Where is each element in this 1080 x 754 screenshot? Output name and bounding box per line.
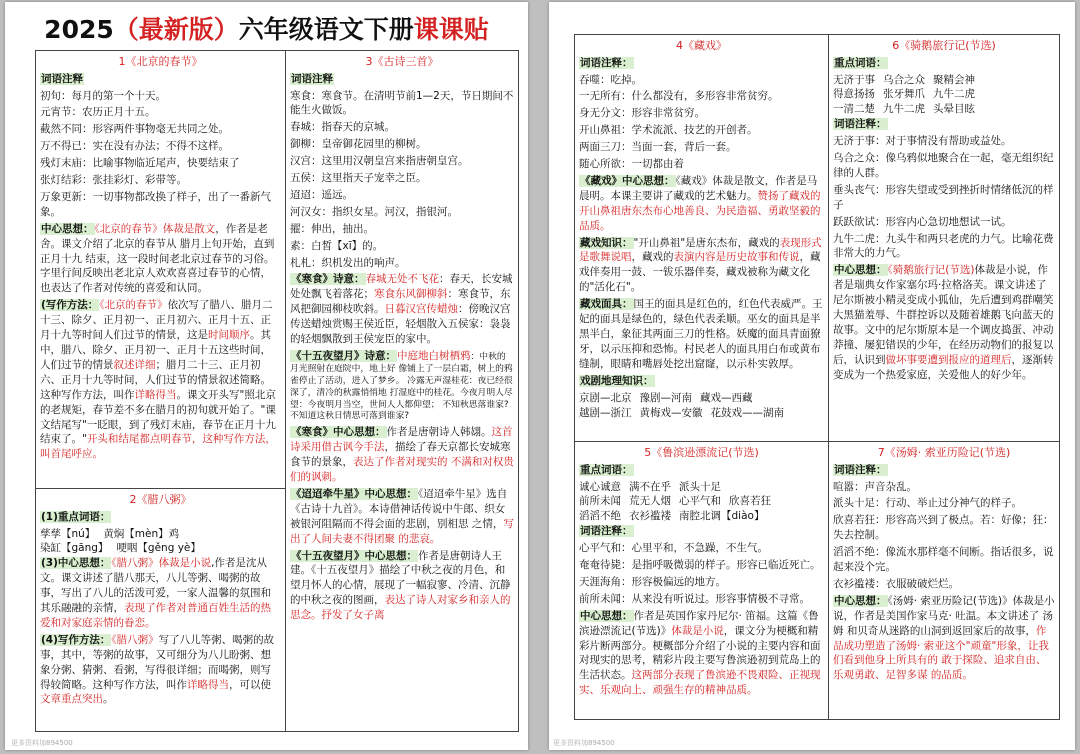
vocab-list	[40, 89, 281, 220]
geo-tag: 戏剧地理知识：	[580, 374, 654, 387]
center-text: 体裁是小说，作者是瑞典女作家塞尔玛·拉格洛芙。课文讲述了尼尔斯被小精灵变成小狐仙，先后遭到鸡群嘲笑大黑猫羞辱、牛群控诉以及随着雄鹅飞向蓝天的故事。文中的尼尔斯原本是一个调皮捣蛋、冲动莽撞、屡犯错误的少年，在经历动物们的报复以后，认识到	[833, 264, 1054, 366]
left-grid	[35, 50, 519, 732]
method-highlight: 详略得当	[187, 678, 229, 691]
center-text: ，作者是老舍。课文介绍了北京的春节从 腊月上旬开始，直到正月十九 结束，这一段时间老北京过春节的习俗。字里行间反映出老北京人欢欢喜喜过春节的心情，也表达了作者对传统的喜爱和认同。	[40, 222, 275, 295]
section-heading: 3《古诗三首》	[365, 55, 439, 68]
poem-line: 寒食东风御柳斜	[374, 288, 448, 301]
section-heading: 1《北京的春节》	[118, 55, 203, 68]
word-row	[40, 527, 281, 542]
center-tag: 中心思想：	[580, 609, 633, 622]
method-text: 。其中，腊八、除夕、正月初一、正月十五这些时间，人们过节的情景	[40, 329, 271, 371]
vocab-item: 跃跃欲试：形容内心急切地想试一试。	[833, 215, 1012, 228]
title-year: 2025	[44, 15, 114, 44]
word: 欣喜若狂	[729, 495, 771, 508]
vocab-item: 素：白皙【xī】的。	[290, 239, 384, 252]
title-middle: 六年级语文下册	[238, 15, 414, 44]
method-tag: (4)写作方法：	[41, 633, 111, 646]
vocab-item: 乌合之众：像乌鸦似地聚合在一起，毫无组织纪律的人群。	[833, 152, 1054, 179]
center-text: 《藏戏》体裁是散文，作者是马晨明。本课主要讲了藏戏的艺术魅力。	[579, 174, 818, 202]
section-tom	[829, 442, 1059, 719]
expl-tag: 词语注释：	[834, 463, 887, 476]
center-tag: 《迢迢牵牛星》中心思想：	[291, 487, 417, 500]
page-left	[5, 2, 528, 750]
word: 荒无人烟	[629, 495, 671, 508]
section-heading: 4《藏戏》	[676, 39, 727, 52]
center-tag: 中心思想：	[834, 594, 887, 607]
word: 头晕目眩	[933, 103, 975, 116]
title-tail: 课课贴	[413, 15, 489, 44]
vocab-item: 五侯：这里指天子宠幸之臣。	[290, 172, 427, 185]
mask-tag: 藏戏面具：	[580, 298, 633, 311]
vocab-item: 初旬：每月的第一个十天。	[40, 89, 166, 102]
word-row	[579, 391, 824, 406]
word: 得意扬扬	[833, 88, 875, 101]
vocab-list	[40, 527, 281, 557]
word: 南腔北调【diào】	[679, 510, 765, 523]
vocab-item: 开山鼻祖：学术流派、技艺的开创者。	[579, 124, 758, 137]
center-highlight: 表现了作者对普通百姓生活的热爱和对家庭亲情的眷恋。	[40, 602, 271, 629]
word: 藏戏—西藏	[700, 391, 753, 404]
word: 越剧—浙江	[579, 406, 632, 419]
word: 孳孳【nú】	[40, 527, 96, 540]
vocab-item: 垂头丧气：形容失望或受到挫折时情绪低沉的样子	[833, 183, 1054, 211]
knowledge-text: ，藏戏的	[631, 251, 674, 264]
method-highlight: 时间顺序	[208, 329, 250, 342]
word-row	[833, 73, 1055, 88]
center-highlight: 这两部分表现了鲁滨逊不畏艰险、正视现实、乐观向上、顽强生存的精神品质。	[579, 669, 821, 697]
vocab-item: 吞噬：吃掉。	[579, 73, 642, 86]
word: 派头十足	[679, 480, 721, 493]
watermark: 更多资料加894500	[553, 739, 615, 747]
vocab-item: 迢迢：遥远。	[290, 188, 353, 201]
vocab-item: 欣喜若狂：形容高兴到了极点。若：好像；狂：失去控制。	[833, 514, 1054, 542]
vocab-list	[290, 89, 514, 271]
vocab-tag: 重点词语：	[834, 56, 887, 69]
vocab-item: 札札：织机发出的响声。	[290, 256, 406, 269]
method-tag: (写作方法：	[41, 299, 99, 312]
method-highlight: 文章重点突出	[40, 693, 103, 706]
word-row	[833, 87, 1055, 102]
poem-meaning-tag: 《十五夜望月》诗意：	[291, 350, 396, 363]
vocab-item: 天涯海角：形容极偏远的地方。	[579, 575, 726, 588]
vocab-item: 九牛二虎：九头牛和两只老虎的力气。比喻花费非常大的力气。	[833, 232, 1054, 260]
vocab-item: 汉宫：这里用汉朝皇宫来指唐朝皇宫。	[290, 155, 469, 168]
knowledge-text: "开山鼻祖"是唐东杰布，藏戏的	[633, 236, 780, 249]
vocab-list	[579, 480, 824, 525]
vocab-item: 随心所欲：一切都由着	[579, 158, 684, 171]
section-heading: 7《汤姆· 索亚历险记(节选)	[877, 446, 1011, 459]
poem-line: 春城无处不飞花	[365, 273, 439, 286]
vocab-item: 擢：伸出，抽出。	[290, 222, 374, 235]
section-heading: 2《腊八粥》	[129, 493, 192, 506]
poem-meaning-tag: 《寒食》诗意：	[291, 273, 365, 286]
center-highlight: 体裁是小说	[671, 624, 724, 637]
watermark: 更多资料加894500	[11, 739, 73, 747]
knowledge-highlight: 表演内容是历史故事和传说	[673, 251, 800, 264]
vocab-item: 残灯末庙：比喻事物临近尾声，快要结束了	[40, 157, 240, 170]
center-tag: 中心思想：	[834, 264, 887, 277]
center-text: ，描绘了春天京都长安城寒食节的景象，	[290, 441, 511, 469]
page-right	[549, 2, 1075, 750]
center-tag: 《藏戏》中心思想：	[580, 174, 675, 187]
expl-tag: 词语注释：	[580, 525, 633, 538]
center-highlight: 写出了人间夫妻不得团聚 的悲哀。	[290, 517, 514, 545]
word-row	[579, 406, 824, 421]
word: 滔滔不绝	[579, 510, 621, 523]
center-highlight: 《北京的春节》体裁是散文	[94, 222, 216, 235]
word: 黄梅戏—安徽	[639, 406, 703, 419]
vocab-item: 元宵节：农历正月十五。	[40, 106, 156, 119]
method-text: 依次写了腊八、腊月二十三、除夕、正月初一、正月初六、正月十五、正月十九等时间人们过节的情景，这是	[40, 299, 273, 342]
center-text: 《迢迢牵牛星》选自《古诗十九首》。本诗借神话传说中牛郎、织女被银河阻隔而不得会面的悲剧，别相思 之情，	[290, 487, 508, 530]
section-zangxi	[575, 35, 828, 441]
center-text: 作者是唐朝诗人王建。《十五夜望月》描绘了中秋之夜的月色，和望月怀人的心情，展现了一幅寂寥、冷清、沉静 的中秋之夜的图画，	[290, 549, 511, 607]
method-text: 。	[103, 693, 114, 706]
vocab-tag: 词语注释	[41, 72, 83, 85]
vocab-item: 身无分文：形容非常贫穷。	[579, 107, 705, 120]
method-text: ，可以使	[229, 678, 271, 691]
vocab-item: 滔滔不绝：像流水那样毫不间断。指话很多，说起来没个完。	[833, 546, 1054, 574]
word-row	[40, 541, 281, 556]
word: 无济于事	[833, 73, 875, 86]
section-laba	[36, 489, 285, 731]
word: 心平气和	[679, 495, 721, 508]
vocab-item: 心平气和：心里平和，不急躁，不生气。	[579, 542, 768, 555]
mask-text: 国王的面具是红色的，红色代表威严。王妃的面具是绿色的，绿色代表柔顺。巫女的面具是半黑半白，象征其两面三刀的性格。妖魔的面具青面獠牙，以示压抑和恐怖。村民老人的面具用白布或黄布缝制，眼睛和嘴唇处挖出窟窿，以示朴实敦厚。	[579, 298, 823, 370]
poem-meaning: ：寒食节，东风把御园柳枝吹斜。	[290, 288, 511, 316]
section-beijing	[36, 51, 285, 488]
section-luban	[575, 442, 828, 719]
vocab-item: 两面三刀：当面一套，背后一套。	[579, 141, 737, 154]
vocab-item: 截然不同：形容两件事物毫无共同之处。	[40, 123, 229, 136]
poem-meaning: ：春天，长安城处处飘飞着落花；	[290, 273, 513, 301]
method-text: 。课文开头写"照北京的老规矩，春节差不多在腊月的初旬就开始了。"课文结尾写"一眨眼，到了残灯末庙，春节在正月十九结束了。"	[40, 388, 276, 446]
poem-line: 日暮汉宫传蜡烛	[384, 303, 458, 316]
expl-list	[833, 134, 1055, 261]
poem-meaning: ：中秋的月光照射在庭院中，地上好 像铺上了一层白霜，树上的鸦雀停止了活动，进入了梦乡。 冷露无声湿桂花：夜已经很深了，清冷的秋露悄悄地 打湿庭中的桂花。今夜月明人尽望：今夜明月当空，世间人人都仰望； 不知秋思落谁家?不知道这秋日情思可落到谁家?	[290, 352, 513, 422]
center-highlight: 作品成功塑造了汤姆· 索亚这个"顽童"形象，让我们看到他身上所具有的 敢于探险、追求自由、乐观勇敢、足智多谋 的品质。	[833, 624, 1049, 682]
title-edition: （最新版）	[113, 15, 239, 44]
center-highlight: 这首诗采用借古讽今手法	[290, 426, 513, 454]
vocab-tag: (1)重点词语：	[41, 510, 111, 523]
poem-line: 中庭地白树栖鸦	[397, 350, 471, 363]
word: 张牙舞爪	[883, 88, 925, 101]
method-highlight: 详略得当	[134, 388, 177, 401]
vocab-item: 一无所有：什么都没有，多形容非常贫穷。	[579, 90, 779, 103]
center-text: 作者是唐朝诗人韩翃。	[386, 426, 492, 439]
vocab-item: 御柳：皇帝御花园里的柳树。	[290, 138, 427, 151]
method-highlight: 《北京的春节》	[99, 299, 168, 312]
vocab-list	[833, 73, 1055, 118]
vocab-list	[579, 73, 824, 172]
center-highlight: 做坏事要遭到报应的道理后	[885, 353, 1012, 366]
vocab-item: 春城：指春天的京城。	[290, 121, 395, 134]
word: 诚心诚意	[579, 480, 621, 493]
center-tag: 《十五夜望月》中心思想：	[291, 549, 417, 562]
center-text: ，逐渐转变成为一个热爱家庭，关爱他人的好少年。	[833, 353, 1054, 381]
vocab-item: 派头十足：行动、举止过分神气的样子。	[833, 497, 1022, 510]
word: 黄焖【mèn】鸡	[103, 527, 180, 540]
section-heading: 5《鲁滨逊漂流记(节选)	[644, 446, 759, 459]
knowledge-tag: 藏戏知识：	[580, 236, 633, 249]
expl-list	[833, 480, 1055, 592]
word-row	[579, 480, 824, 495]
word: 豫剧—河南	[639, 391, 692, 404]
word: 聚精会神	[933, 73, 975, 86]
word: 染缸【gāng】	[40, 542, 109, 555]
word: 九牛二虎	[933, 88, 975, 101]
method-text: ；腊月二十三、正月初六、正月十九等时间，人们过节的情景叙述简略。这种写作方法，叫作	[40, 358, 271, 401]
word-row	[833, 102, 1055, 117]
vocab-item: 张灯结彩：张挂彩灯、彩带等。	[40, 174, 187, 187]
center-text: 《汤姆· 索亚历险记(节选)》体裁是小说，作者是美国作家马克· 吐温。本文讲述了 汤姆 和贝奇从迷路的山洞到返回家后的故事，	[833, 594, 1055, 637]
method-highlight: 《腊八粥》	[111, 633, 159, 646]
word: 前所未闻	[579, 495, 621, 508]
method-highlight: 叙述详细	[113, 358, 156, 371]
center-text: ,作者是沈从文。课文讲述了腊八那天，八儿等粥、喝粥的故事，写出了八儿的活泼可爱，一家人温馨的氛围和其乐融融的亲情，	[40, 557, 271, 615]
method-highlight: 开头和结尾都点明春节，这种写作方法，叫首尾呼应。	[40, 433, 276, 461]
vocab-item: 喧嚣：声音杂乱。	[833, 480, 917, 493]
center-highlight: 表达了作者对现实的 不满和对权贵们的讽刺。	[290, 456, 514, 483]
vocab-tag: 词语注释：	[580, 56, 633, 69]
word: 乌合之众	[883, 73, 925, 86]
vocab-item: 前所未闻：从来没有听说过。形容事情极不寻常。	[579, 592, 810, 605]
knowledge-highlight: 表现形式是歌舞说唱	[579, 236, 822, 264]
center-text: 作者是英国作家丹尼尔· 笛福。这篇《鲁滨逊漂流记(节选)》	[579, 609, 819, 637]
vocab-item: 寒食：寒食节。在清明节前1—2天，节日期间不能生火做饭。	[290, 89, 514, 117]
word: 京剧—北京	[579, 391, 632, 404]
geo-list	[579, 391, 824, 421]
word: 一清二楚	[833, 103, 875, 116]
page-title	[5, 10, 528, 46]
center-tag: (3)中心思想：	[41, 557, 111, 570]
center-highlight: 《腊八粥》体裁是小说	[111, 557, 212, 570]
vocab-item: 万象更新：一切事物都改换了样子，出了一番新气象。	[40, 190, 271, 218]
vocab-item: 无济于事：对于事情没有帮助或益处。	[833, 135, 1012, 148]
vocab-tag: 重点词语：	[580, 463, 633, 476]
vocab-item: 万不得已：实在没有办法；不得不这样。	[40, 140, 229, 153]
center-tag: 中心思想：	[41, 222, 94, 235]
poem-meaning: 轻烟散入五侯家：袅袅的轻烟飘散到王侯宠臣的家中。	[290, 318, 511, 346]
center-highlight: 表达了诗人对家乡和亲人的思念。抒发了女子离	[290, 594, 511, 622]
right-grid	[574, 34, 1060, 720]
expl-tag: 词语注释：	[834, 118, 887, 131]
word-row	[579, 509, 824, 524]
vocab-tag: 词语注释	[291, 72, 333, 85]
word: 花鼓戏——湖南	[710, 406, 784, 419]
expl-list	[579, 541, 824, 607]
word-row	[579, 494, 824, 509]
vocab-item: 河汉女：指织女星。河汉，指银河。	[290, 205, 458, 218]
word: 哽咽【gěng yè】	[116, 542, 201, 555]
vocab-item: 奄奄待毙：是指呼吸微弱的样子。形容已临近死亡。	[579, 559, 821, 572]
poem-meaning: ：傍晚汉宫传送蜡烛赏赐王侯近臣，	[290, 303, 511, 331]
center-highlight: 《骑鹅旅行记(节选)	[887, 264, 975, 277]
word: 满不在乎	[629, 480, 671, 493]
center-text: ，课文分为梗概和精彩片断两部分。梗概部分介绍了小说的主要内容和面对现实的思考，精彩片段主要写鲁滨逊初到荒岛上的生活状态。	[579, 624, 821, 682]
center-highlight: 赞扬了藏戏的开山鼻祖唐东杰布心地善良、为民造福、勇敢坚毅的品质。	[579, 189, 821, 232]
word: 九牛二虎	[883, 103, 925, 116]
method-text: 写了八儿等粥、喝粥的故事，其中，等粥的故事，又可细分为八儿盼粥、想象分粥、猜粥、看粥，写得很详细；而喝粥，则写得较简略。这种写作方法，叫作	[40, 633, 275, 691]
center-tag: 《寒食》中心思想：	[291, 426, 386, 439]
vocab-item: 衣衫褴褛：衣服破破烂烂。	[833, 577, 959, 590]
section-heading: 6《骑鹅旅行记(节选)	[892, 39, 996, 52]
section-gushi	[286, 51, 518, 731]
knowledge-text: ，藏戏伴奏用一鼓、一钹乐器伴奏，藏戏被称为藏文化的"活化石"。	[579, 251, 821, 294]
section-qie	[829, 35, 1059, 441]
word: 衣衫褴褛	[629, 510, 671, 523]
